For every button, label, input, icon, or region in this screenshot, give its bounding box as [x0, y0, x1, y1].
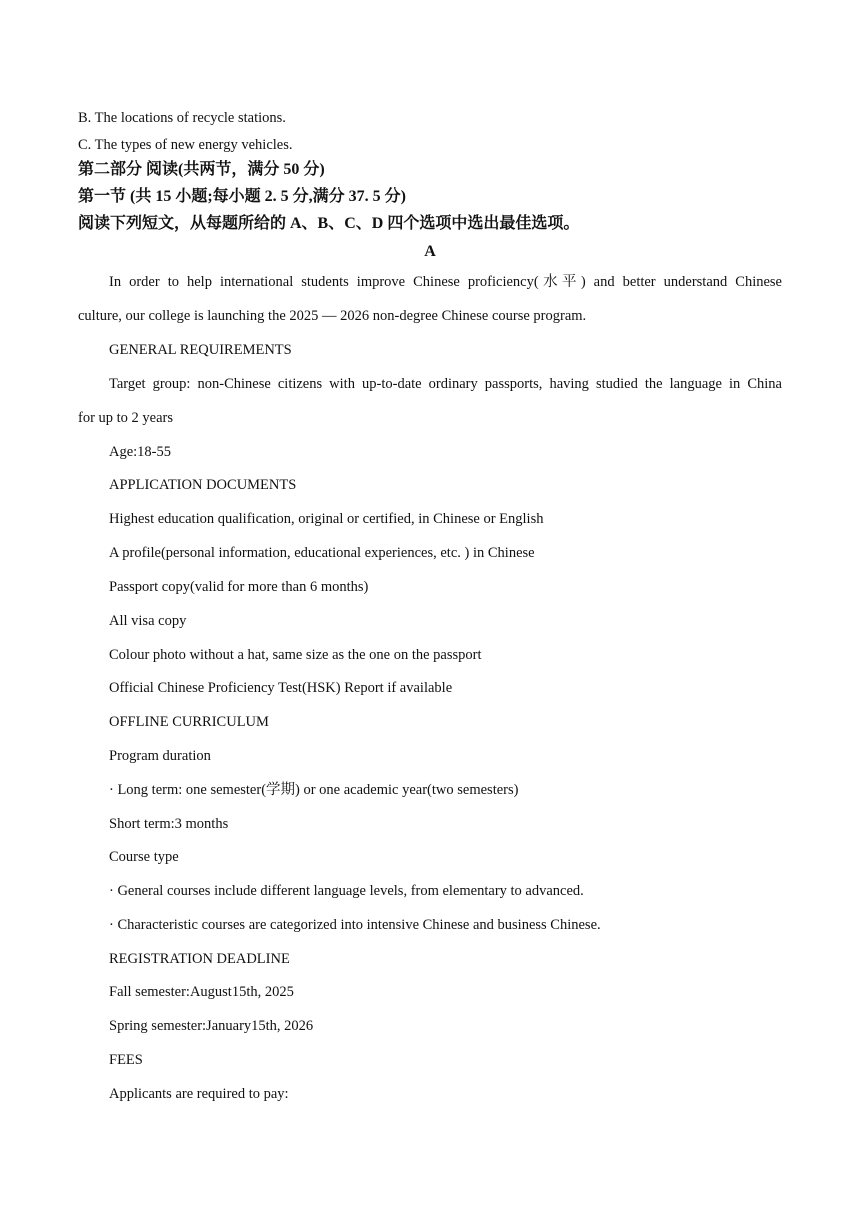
general-requirements-heading: GENERAL REQUIREMENTS: [109, 342, 292, 358]
option-c: C. The types of new energy vehicles.: [78, 137, 293, 153]
age-requirement: Age:18-55: [109, 444, 172, 460]
target-group-line-1: Target group: non-Chinese citizens with up-to-date ordinary passports, having studied the language in China: [109, 376, 782, 392]
document-item: Passport copy(valid for more than 6 months): [109, 579, 369, 595]
fees-heading: FEES: [109, 1052, 143, 1068]
offline-curriculum-heading: OFFLINE CURRICULUM: [109, 714, 269, 730]
characteristic-courses-item: · Characteristic courses are categorized into intensive Chinese and business Chinese.: [109, 917, 601, 933]
document-item: All visa copy: [109, 613, 187, 629]
document-item: Colour photo without a hat, same size as the one on the passport: [109, 647, 482, 663]
option-b: B. The locations of recycle stations.: [78, 110, 286, 126]
reading-instruction: 阅读下列短文，从每题所给的 A、B、C、D 四个选项中选出最佳选项。: [78, 215, 580, 232]
general-courses-item: · General courses include different language levels, from elementary to advanced.: [109, 883, 584, 899]
program-duration-label: Program duration: [109, 748, 211, 764]
document-item: Official Chinese Proficiency Test(HSK) Report if available: [109, 680, 453, 696]
short-term-item: Short term:3 months: [109, 816, 229, 832]
intro-line-2: culture, our college is launching the 2025 — 2026 non-degree Chinese course program.: [78, 308, 587, 324]
section-subtitle: 第一节 (共 15 小题;每小题 2. 5 分,满分 37. 5 分): [78, 188, 406, 205]
passage-label: A: [424, 243, 436, 260]
document-item: A profile(personal information, educational experiences, etc. ) in Chinese: [109, 545, 535, 561]
target-group-line-2: for up to 2 years: [78, 410, 174, 426]
part-title: 第二部分 阅读(共两节，满分 50 分): [78, 161, 325, 178]
intro-line-1: In order to help international students improve Chinese proficiency(水平) and better understand Chinese: [109, 274, 782, 290]
application-documents-heading: APPLICATION DOCUMENTS: [109, 477, 297, 493]
fees-intro: Applicants are required to pay:: [109, 1086, 289, 1102]
long-term-item: · Long term: one semester(学期) or one academic year(two semesters): [109, 782, 519, 798]
spring-deadline: Spring semester:January15th, 2026: [109, 1018, 314, 1034]
document-item: Highest education qualification, original or certified, in Chinese or English: [109, 511, 544, 527]
registration-deadline-heading: REGISTRATION DEADLINE: [109, 951, 290, 967]
course-type-label: Course type: [109, 849, 179, 865]
fall-deadline: Fall semester:August15th, 2025: [109, 984, 294, 1000]
